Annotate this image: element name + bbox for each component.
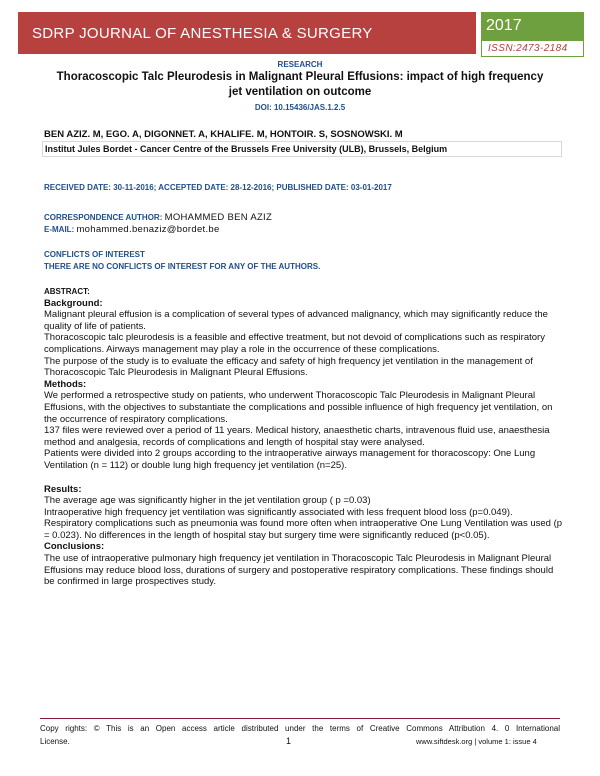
article-title: Thoracoscopic Talc Pleurodesis in Malignant Pleural Effusions: impact of high frequency jet ventilation on outcome (56, 71, 544, 98)
year-text: 2017 (486, 17, 522, 34)
methods-paragraph: 137 files were reviewed over a period of 11 years. Medical history, anaesthetic charts, intravenous fluid use, anaesthesia method and analgesia, records of complications and length of hospital stay were analysed. (44, 425, 550, 448)
background-paragraph: Malignant pleural effusion is a complication of several types of advanced malignancy, which may significantly reduce the quality of life of patients. (44, 309, 548, 332)
background-paragraph: The purpose of the study is to evaluate the efficacy and safety of high frequency jet ventilation in the management of Thoracoscopic Talc Pleurodesis in Malignant Pleural Effusions. (44, 355, 533, 379)
background-paragraph: Thoracoscopic talc pleurodesis is a feasible and effective treatment, but not devoid of complications such as respiratory complications. Airways management may play a role in the occurrence of these complications. (44, 332, 545, 355)
abstract-section (44, 286, 564, 588)
conclusions-paragraph: The use of intraoperative pulmonary high frequency jet ventilation in Thoracoscopic Talc Pleurodesis in Malignant Pleural Effusions may reduce blood loss, durations of surgery and postoperative respiratory complications. These findings should be confirmed in large prospectives study. (44, 553, 554, 588)
site-volume[interactable]: www.siftdesk.org | volume 1: issue 4 (416, 737, 537, 746)
spacer (44, 472, 564, 484)
results-paragraph: Respiratory complications such as pneumonia was found more often when intraoperative One Lung Ventilation was used (p = 0.023). No differences in the length of hospital stay but surgery time were significantly reduced (p<0.05). (44, 518, 563, 541)
author-list: BEN AZIZ. M, EGO. A, DIGONNET. A, KHALIFE. M, HONTOIR. S, SOSNOWSKI. M (44, 129, 403, 140)
results-heading: Results: (44, 483, 82, 495)
methods-paragraph: We performed a retrospective study on patients, who underwent Thoracoscopic Talc Pleurodesis in Malignant Pleural Effusions, with the objectives to substantiate the complications and possible influence of high frequency jet ventilation, on the occurrence of respiratory complications. (44, 390, 553, 425)
year-badge (481, 12, 584, 40)
abstract-label: ABSTRACT: (44, 287, 90, 296)
license-label: License. (40, 737, 70, 746)
issn-text: ISSN:2473-2184 (488, 43, 568, 54)
email-link[interactable]: mohammed.benaziz@bordet.be (76, 224, 220, 235)
issn-box (481, 40, 584, 57)
section-label: RESEARCH (277, 60, 323, 69)
results-paragraph: The average age was significantly higher in the jet ventilation group ( p =0.03) (44, 495, 371, 507)
copyright-notice: Copy rights: © This is an Open access article distributed under the terms of Creative Commons Attribution 4. 0 International (40, 724, 560, 733)
methods-paragraph: Patients were divided into 2 groups according to the intraoperative airways management for thoracoscopy: One Lung Ventilation (n = 112) or double lung high frequency jet ventilation (n=25). (44, 448, 536, 471)
journal-banner (18, 12, 476, 54)
coi-heading: CONFLICTS OF INTEREST (44, 250, 145, 259)
email-line (44, 224, 220, 235)
correspondence-name: MOHAMMED BEN AZIZ (164, 212, 273, 223)
coi-statement: THERE ARE NO CONFLICTS OF INTEREST FOR ANY OF THE AUTHORS. (44, 262, 321, 271)
email-label: E-MAIL: (44, 225, 75, 234)
results-paragraph: Intraoperative high frequency jet ventilation was significantly associated with less frequent blood loss (p=0.049). (44, 506, 513, 518)
background-heading: Background: (44, 297, 103, 309)
doi-link[interactable]: DOI: 10.15436/JAS.1.2.5 (254, 103, 346, 112)
affiliation: Institut Jules Bordet - Cancer Centre of the Brussels Free University (ULB), Brussels, Belgium (42, 141, 562, 157)
correspondence-label: CORRESPONDENCE AUTHOR: (44, 213, 163, 222)
article-dates: RECEIVED DATE: 30-11-2016; ACCEPTED DATE: 28-12-2016; PUBLISHED DATE: 03-01-2017 (44, 183, 392, 192)
methods-heading: Methods: (44, 378, 87, 390)
footer-divider (40, 718, 560, 719)
journal-name: SDRP JOURNAL OF ANESTHESIA & SURGERY (32, 24, 373, 42)
page-number: 1 (286, 736, 292, 746)
correspondence-line (44, 212, 272, 223)
conclusions-heading: Conclusions: (44, 541, 105, 553)
